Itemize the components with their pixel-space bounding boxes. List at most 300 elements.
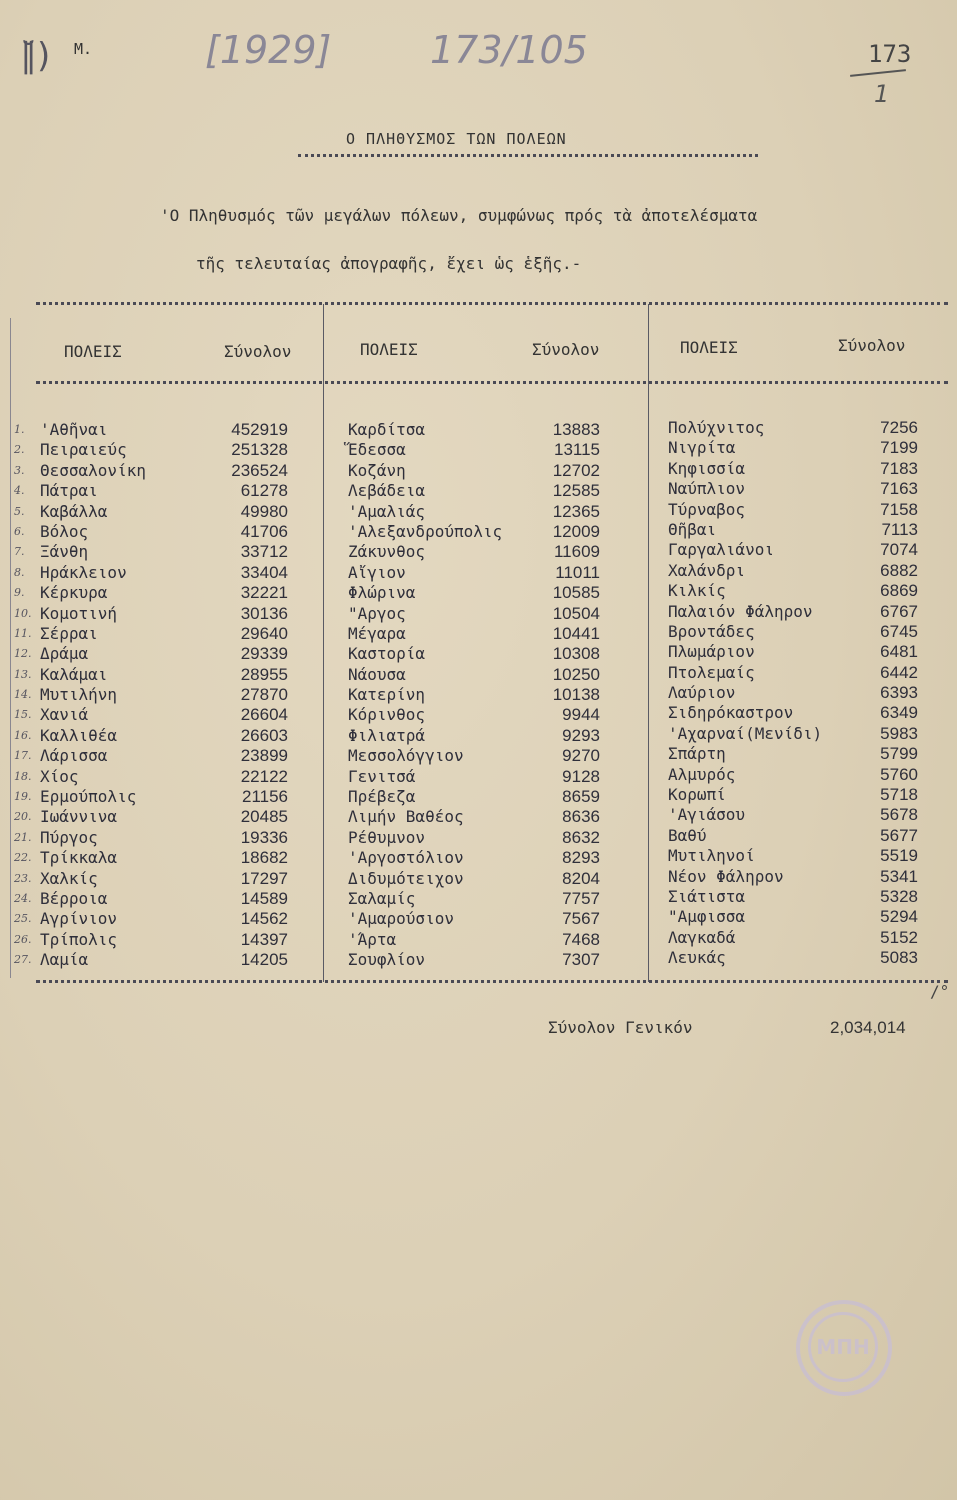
city-name: Λεβάδεια bbox=[348, 481, 426, 501]
table-row bbox=[668, 887, 918, 907]
table-bottom-rule bbox=[36, 980, 948, 983]
city-name: Βόλος bbox=[40, 521, 89, 541]
city-column-1 bbox=[14, 420, 304, 971]
population-value: 5341 bbox=[880, 866, 918, 886]
city-name: Καστορία bbox=[348, 644, 426, 664]
population-value: 12585 bbox=[552, 481, 600, 501]
population-value: 17297 bbox=[240, 868, 288, 888]
city-name: Διδυμότειχον bbox=[348, 868, 464, 888]
table-row bbox=[14, 583, 304, 603]
population-value: 6349 bbox=[880, 703, 918, 723]
table-row bbox=[668, 602, 918, 622]
table-row bbox=[348, 787, 600, 807]
intro-line-2: τῆς τελευταίας ἀπογραφῆς, ἔχει ὡς ἑξῆς.- bbox=[196, 254, 582, 273]
population-value: 6481 bbox=[880, 642, 918, 662]
row-number: 4. bbox=[14, 484, 25, 498]
table-row bbox=[14, 726, 304, 746]
city-name: Κέρκυρα bbox=[40, 583, 108, 603]
table-row bbox=[14, 767, 304, 787]
table-row bbox=[14, 440, 304, 460]
row-number: 25. bbox=[14, 912, 32, 926]
table-row bbox=[14, 705, 304, 725]
table-row bbox=[14, 665, 304, 685]
city-name: Ζάκυνθος bbox=[348, 542, 426, 562]
table-row bbox=[668, 765, 918, 785]
city-name: Ηράκλειον bbox=[40, 562, 127, 582]
population-value: 22122 bbox=[240, 766, 288, 786]
row-number: 10. bbox=[14, 606, 32, 620]
city-name: Ρέθυμνον bbox=[348, 827, 426, 847]
letter-mark: M. bbox=[74, 40, 93, 58]
city-name: Θεσσαλονίκη bbox=[40, 460, 146, 480]
population-value: 12702 bbox=[552, 460, 600, 480]
population-value: 26604 bbox=[240, 705, 288, 725]
population-value: 5677 bbox=[880, 825, 918, 845]
city-name: Σέρραι bbox=[40, 623, 98, 643]
population-value: 13115 bbox=[553, 440, 600, 460]
population-value: 6767 bbox=[880, 601, 918, 621]
city-name: Πλωμάριον bbox=[668, 642, 755, 662]
city-name: Αγρίνιον bbox=[40, 909, 118, 929]
city-name: "Αργος bbox=[348, 603, 406, 623]
population-value: 27870 bbox=[240, 685, 288, 705]
population-value: 6393 bbox=[880, 683, 918, 703]
city-name: 'Αργοστόλιον bbox=[348, 848, 464, 868]
population-value: 6869 bbox=[880, 581, 918, 601]
table-row bbox=[348, 930, 600, 950]
table-row bbox=[668, 948, 918, 968]
row-number: 1. bbox=[14, 423, 25, 436]
city-name: Καρδίτσα bbox=[348, 420, 426, 439]
city-name: Παλαιόν Φάληρον bbox=[668, 601, 813, 621]
table-row bbox=[668, 438, 918, 458]
city-name: 'Άρτα bbox=[348, 929, 397, 949]
row-number: 16. bbox=[14, 728, 32, 742]
table-row bbox=[668, 459, 918, 479]
city-name: Κομοτινή bbox=[40, 603, 118, 623]
table-row bbox=[668, 581, 918, 601]
city-name: Χαλάνδρι bbox=[668, 560, 746, 580]
population-value: 7256 bbox=[880, 418, 918, 437]
page-number: 173 bbox=[868, 40, 912, 68]
population-value: 5294 bbox=[880, 907, 918, 927]
city-name: Μεσσολόγγιον bbox=[348, 746, 464, 766]
city-name: Βροντάδες bbox=[668, 621, 755, 641]
population-value: 21156 bbox=[241, 787, 288, 807]
table-row bbox=[668, 622, 918, 642]
city-name: Σιδηρόκαστρον bbox=[668, 703, 794, 723]
population-value: 8659 bbox=[562, 787, 600, 807]
population-value: 10441 bbox=[552, 623, 600, 643]
column-divider-1 bbox=[323, 304, 324, 982]
city-name: Ξάνθη bbox=[40, 542, 89, 562]
table-row bbox=[348, 848, 600, 868]
population-value: 6745 bbox=[880, 621, 918, 641]
table-row bbox=[14, 746, 304, 766]
row-number: 21. bbox=[14, 830, 32, 844]
table-row bbox=[348, 563, 600, 583]
city-name: Καβάλλα bbox=[40, 501, 108, 521]
row-number: 13. bbox=[14, 667, 32, 681]
city-name: Βαθύ bbox=[668, 825, 707, 845]
title-underline bbox=[298, 154, 758, 157]
population-value: 29339 bbox=[240, 644, 288, 664]
population-value: 7307 bbox=[562, 950, 600, 970]
city-name: Λευκάς bbox=[668, 948, 726, 968]
city-name: Αλμυρός bbox=[668, 764, 736, 784]
city-name: 'Αμαλιάς bbox=[348, 501, 426, 521]
city-name: Κιλκίς bbox=[668, 581, 726, 601]
city-name: Γενιτσά bbox=[348, 766, 416, 786]
table-row bbox=[668, 928, 918, 948]
table-row bbox=[668, 744, 918, 764]
row-number: 22. bbox=[14, 851, 32, 865]
table-row bbox=[348, 420, 600, 440]
city-name: Πτολεμαίς bbox=[668, 662, 755, 682]
table-row bbox=[348, 665, 600, 685]
intro-line-1: 'Ο Πληθυσμός τῶν μεγάλων πόλεων, συμφώνως πρός τὰ ἀποτελέσματα bbox=[160, 206, 758, 225]
header-total-1: Σύνολον bbox=[224, 342, 292, 361]
table-row bbox=[348, 542, 600, 562]
row-number: 2. bbox=[14, 443, 25, 457]
table-row bbox=[668, 785, 918, 805]
table-row bbox=[668, 418, 918, 438]
population-value: 236524 bbox=[231, 460, 288, 480]
population-value: 29640 bbox=[240, 623, 288, 643]
population-value: 49980 bbox=[240, 501, 288, 521]
city-name: Πύργος bbox=[40, 827, 98, 847]
population-value: 14589 bbox=[240, 888, 288, 908]
table-row bbox=[668, 867, 918, 887]
population-value: 251328 bbox=[231, 440, 288, 460]
column-divider-2 bbox=[648, 304, 649, 982]
city-name: Κοζάνη bbox=[348, 460, 406, 480]
population-value: 11011 bbox=[555, 562, 600, 582]
population-value: 5152 bbox=[880, 927, 918, 947]
row-number: 15. bbox=[14, 708, 32, 722]
table-row bbox=[348, 440, 600, 460]
population-value: 32221 bbox=[240, 583, 288, 603]
table-row bbox=[14, 644, 304, 664]
city-name: Χίος bbox=[40, 766, 79, 786]
archive-stamp bbox=[796, 1300, 892, 1396]
city-name: Λάρισσα bbox=[40, 746, 108, 766]
city-name: Μυτιληνοί bbox=[668, 846, 755, 866]
table-row bbox=[668, 846, 918, 866]
city-name: Νιγρίτα bbox=[668, 438, 736, 458]
city-name: Σαλαμίς bbox=[348, 888, 416, 908]
city-name: Καλλιθέα bbox=[40, 725, 118, 745]
population-value: 33404 bbox=[240, 562, 288, 582]
table-row bbox=[348, 746, 600, 766]
city-name: Ἕδεσσα bbox=[348, 440, 406, 460]
table-row bbox=[14, 930, 304, 950]
table-row bbox=[14, 542, 304, 562]
city-name: Κόρινθος bbox=[348, 705, 426, 725]
population-value: 14205 bbox=[240, 950, 288, 970]
table-row bbox=[348, 889, 600, 909]
table-row bbox=[14, 685, 304, 705]
row-number: 8. bbox=[14, 565, 25, 579]
city-name: Σιάτιστα bbox=[668, 886, 746, 906]
population-value: 9270 bbox=[562, 746, 600, 766]
row-number: 7. bbox=[14, 545, 25, 559]
table-row bbox=[668, 479, 918, 499]
city-name: Τρίκκαλα bbox=[40, 848, 118, 868]
population-value: 452919 bbox=[231, 420, 288, 439]
handwritten-year: [1929] bbox=[205, 28, 332, 72]
city-name: Λαύριον bbox=[668, 683, 736, 703]
population-value: 5678 bbox=[880, 805, 918, 825]
city-name: "Αμφισσα bbox=[668, 907, 746, 927]
population-value: 41706 bbox=[240, 521, 288, 541]
population-value: 20485 bbox=[240, 807, 288, 827]
row-number: 9. bbox=[14, 586, 25, 600]
document-title: Ο ΠΛΗΘΥΣΜΟΣ ΤΩΝ ΠΟΛΕΩΝ bbox=[346, 130, 567, 148]
left-margin-line bbox=[10, 318, 11, 978]
population-value: 26603 bbox=[240, 725, 288, 745]
population-value: 5718 bbox=[880, 785, 918, 805]
population-value: 7113 bbox=[881, 519, 918, 539]
table-row bbox=[348, 583, 600, 603]
city-name: Μέγαρα bbox=[348, 623, 406, 643]
population-value: 10504 bbox=[552, 603, 600, 623]
population-value: 12365 bbox=[552, 501, 600, 521]
table-row bbox=[14, 889, 304, 909]
row-number: 23. bbox=[14, 871, 32, 885]
table-row bbox=[668, 540, 918, 560]
population-value: 6442 bbox=[880, 662, 918, 682]
table-row bbox=[668, 642, 918, 662]
city-name: Σπάρτη bbox=[668, 744, 726, 764]
population-value: 8204 bbox=[562, 868, 600, 888]
city-name: Φιλιατρά bbox=[348, 725, 426, 745]
page-subnumber: 1 bbox=[874, 80, 890, 108]
table-row bbox=[668, 703, 918, 723]
population-value: 18682 bbox=[240, 848, 288, 868]
population-value: 8636 bbox=[562, 807, 600, 827]
population-value: 6882 bbox=[880, 560, 918, 580]
city-name: Λαγκαδά bbox=[668, 927, 736, 947]
table-row bbox=[668, 520, 918, 540]
table-row bbox=[668, 561, 918, 581]
row-number: 5. bbox=[14, 504, 25, 518]
population-value: 5760 bbox=[880, 764, 918, 784]
table-row bbox=[14, 604, 304, 624]
table-row bbox=[348, 767, 600, 787]
city-name: Φλώρινα bbox=[348, 583, 416, 603]
table-row bbox=[14, 624, 304, 644]
population-value: 7158 bbox=[880, 499, 918, 519]
population-value: 7074 bbox=[880, 540, 918, 560]
table-row bbox=[348, 869, 600, 889]
table-row bbox=[348, 522, 600, 542]
header-city-2: ΠΟΛΕΙΣ bbox=[360, 340, 418, 359]
population-value: 10585 bbox=[552, 583, 600, 603]
population-value: 5983 bbox=[880, 723, 918, 743]
table-row bbox=[14, 869, 304, 889]
population-value: 14562 bbox=[240, 909, 288, 929]
population-value: 61278 bbox=[240, 481, 288, 501]
population-value: 9293 bbox=[562, 725, 600, 745]
row-number: 26. bbox=[14, 932, 32, 946]
city-name: Μυτιλήνη bbox=[40, 685, 118, 705]
table-row bbox=[348, 909, 600, 929]
grand-total-label: Σύνολον Γενικόν bbox=[548, 1018, 693, 1037]
city-name: Χαλκίς bbox=[40, 868, 98, 888]
population-value: 10250 bbox=[552, 664, 600, 684]
city-name: 'Αλεξανδρούπολις bbox=[348, 521, 503, 541]
city-name: Βέρροια bbox=[40, 888, 108, 908]
table-row bbox=[348, 624, 600, 644]
archive-stamp-text: ΜΠΗ bbox=[808, 1312, 878, 1382]
city-name: 'Αθῆναι bbox=[40, 420, 108, 439]
city-name: Σουφλίον bbox=[348, 950, 426, 970]
table-row bbox=[14, 563, 304, 583]
population-value: 7199 bbox=[880, 438, 918, 458]
population-value: 5328 bbox=[880, 886, 918, 906]
table-row bbox=[14, 848, 304, 868]
city-column-2 bbox=[348, 420, 600, 971]
table-row bbox=[348, 461, 600, 481]
table-row bbox=[14, 481, 304, 501]
population-value: 8293 bbox=[562, 848, 600, 868]
population-value: 7567 bbox=[562, 909, 600, 929]
header-total-3: Σύνολον bbox=[838, 336, 906, 355]
population-value: 19336 bbox=[240, 827, 288, 847]
table-row bbox=[668, 805, 918, 825]
city-name: Κορωπί bbox=[668, 785, 726, 805]
city-name: Δράμα bbox=[40, 644, 89, 664]
row-number: 3. bbox=[14, 463, 25, 477]
table-row bbox=[14, 461, 304, 481]
population-value: 13883 bbox=[552, 420, 600, 439]
population-value: 28955 bbox=[240, 664, 288, 684]
header-total-2: Σύνολον bbox=[532, 340, 600, 359]
population-value: 10138 bbox=[552, 685, 600, 705]
population-value: 33712 bbox=[240, 542, 288, 562]
table-row bbox=[348, 705, 600, 725]
city-name: Λαμία bbox=[40, 950, 89, 970]
table-row bbox=[348, 828, 600, 848]
row-number: 11. bbox=[14, 626, 32, 640]
table-row bbox=[14, 828, 304, 848]
table-row bbox=[14, 950, 304, 970]
city-name: Καλάμαι bbox=[40, 664, 108, 684]
population-value: 30136 bbox=[240, 603, 288, 623]
table-row bbox=[668, 500, 918, 520]
city-name: Ιωάννινα bbox=[40, 807, 118, 827]
population-value: 5519 bbox=[880, 846, 918, 866]
city-name: Ναύπλιον bbox=[668, 479, 746, 499]
table-row bbox=[668, 683, 918, 703]
row-number: 27. bbox=[14, 953, 32, 967]
population-value: 10308 bbox=[552, 644, 600, 664]
city-name: Πάτραι bbox=[40, 481, 98, 501]
population-value: 8632 bbox=[562, 827, 600, 847]
page-number-divider bbox=[850, 69, 906, 77]
table-row bbox=[668, 663, 918, 683]
table-row bbox=[14, 807, 304, 827]
row-number: 6. bbox=[14, 524, 25, 538]
city-name: Πειραιεύς bbox=[40, 440, 127, 460]
table-row bbox=[14, 909, 304, 929]
header-city-3: ΠΟΛΕΙΣ bbox=[680, 338, 738, 357]
row-number: 24. bbox=[14, 891, 32, 905]
city-name: Χανιά bbox=[40, 705, 89, 725]
row-number: 14. bbox=[14, 688, 32, 702]
table-row bbox=[14, 787, 304, 807]
table-row bbox=[668, 826, 918, 846]
table-row bbox=[348, 685, 600, 705]
city-name: 'Αμαρούσιον bbox=[348, 909, 454, 929]
population-value: 7757 bbox=[562, 888, 600, 908]
table-row bbox=[14, 502, 304, 522]
table-header-rule bbox=[36, 381, 948, 384]
population-value: 9944 bbox=[562, 705, 600, 725]
table-row bbox=[348, 481, 600, 501]
table-row bbox=[348, 950, 600, 970]
row-number: 19. bbox=[14, 790, 32, 804]
city-name: Λιμήν Βαθέος bbox=[348, 807, 464, 827]
city-name: Κηφισσία bbox=[668, 458, 746, 478]
city-name: 'Αχαρναί(Μενίδι) bbox=[668, 723, 823, 743]
table-row bbox=[348, 807, 600, 827]
table-row bbox=[14, 522, 304, 542]
city-name: 'Αγιάσου bbox=[668, 805, 746, 825]
city-name: Τύρναβος bbox=[668, 499, 746, 519]
table-row bbox=[348, 726, 600, 746]
table-row bbox=[348, 604, 600, 624]
table-row bbox=[668, 724, 918, 744]
population-value: 14397 bbox=[240, 929, 288, 949]
row-number: 12. bbox=[14, 647, 32, 661]
population-value: 7163 bbox=[880, 479, 918, 499]
population-value: 12009 bbox=[552, 521, 600, 541]
end-mark: /° bbox=[930, 982, 950, 1001]
header-city-1: ΠΟΛΕΙΣ bbox=[64, 342, 122, 361]
city-name: Αἴγιον bbox=[348, 562, 406, 582]
city-name: Πρέβεζα bbox=[348, 787, 416, 807]
city-name: Τρίπολις bbox=[40, 929, 118, 949]
city-name: Πολύχνιτος bbox=[668, 418, 765, 437]
population-value: 23899 bbox=[240, 746, 288, 766]
population-value: 5799 bbox=[880, 744, 918, 764]
row-number: 20. bbox=[14, 810, 32, 824]
city-name: Κατερίνη bbox=[348, 685, 426, 705]
city-column-3 bbox=[668, 418, 918, 969]
row-number: 17. bbox=[14, 749, 32, 763]
population-value: 7183 bbox=[880, 458, 918, 478]
table-top-rule bbox=[36, 302, 948, 305]
city-name: Νέον Φάληρον bbox=[668, 866, 784, 886]
grand-total-value: 2,034,014 bbox=[830, 1018, 906, 1037]
handwritten-reference: 173/105 bbox=[430, 28, 588, 72]
city-name: Νάουσα bbox=[348, 664, 406, 684]
table-row bbox=[14, 420, 304, 440]
city-name: Θῆβαι bbox=[668, 519, 717, 539]
table-row bbox=[348, 502, 600, 522]
table-row bbox=[668, 907, 918, 927]
row-number: 18. bbox=[14, 769, 32, 783]
city-name: Γαργαλιάνοι bbox=[668, 540, 774, 560]
population-value: 7468 bbox=[562, 929, 600, 949]
city-name: Ερμούπολις bbox=[40, 787, 137, 807]
handwritten-mark: ∥̆) bbox=[20, 36, 51, 76]
population-value: 5083 bbox=[880, 948, 918, 968]
population-value: 9128 bbox=[562, 766, 600, 786]
population-value: 11609 bbox=[553, 542, 600, 562]
